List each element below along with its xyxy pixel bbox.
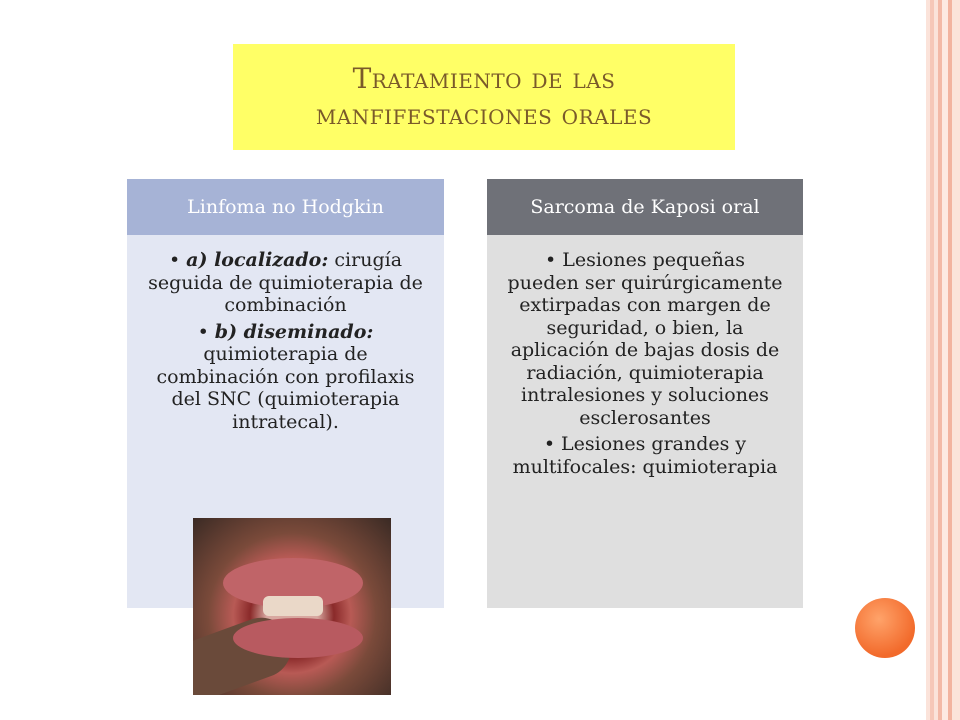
bullet-icon: • (545, 249, 557, 271)
list-item (507, 433, 783, 478)
photo-teeth-shape (263, 596, 323, 616)
bullet-icon: • (543, 433, 556, 455)
slide-title: Tratamiento de las manfifestaciones orales (315, 62, 653, 131)
list-item (507, 249, 783, 429)
column-kaposi (487, 179, 803, 608)
bullet-list (127, 235, 444, 433)
item-label: a) localizado: (186, 249, 329, 271)
list-item (147, 321, 424, 434)
item-text: quimioterapia de combinación con profilaxis del SNC (quimioterapia intratecal). (156, 343, 415, 433)
photo-lower-lip-shape (233, 618, 363, 658)
item-text: Lesiones grandes y multifocales: quimioterapia (512, 433, 778, 478)
item-text: Lesiones pequeñas pueden ser quirúrgicamente extirpadas con margen de seguridad, o bien, la aplicación de bajas dosis de radiación, quimioterapia intralesiones y soluciones esclerosantes (507, 249, 783, 429)
decorative-side-stripes (926, 0, 960, 720)
oral-lesion-photo (193, 518, 391, 695)
column-header-linfoma: Linfoma no Hodgkin (127, 179, 444, 235)
column-header-kaposi: Sarcoma de Kaposi oral (487, 179, 803, 235)
item-label: b) diseminado: (214, 320, 374, 343)
item-text: cirugía seguida de quimioterapia de combinación (148, 249, 423, 316)
list-item (147, 249, 424, 317)
column-body-kaposi (487, 235, 803, 608)
decorative-orange-circle (855, 598, 915, 658)
title-banner (233, 44, 735, 150)
bullet-icon: • (197, 320, 209, 343)
bullet-icon: • (168, 249, 181, 271)
bullet-list (487, 235, 803, 478)
